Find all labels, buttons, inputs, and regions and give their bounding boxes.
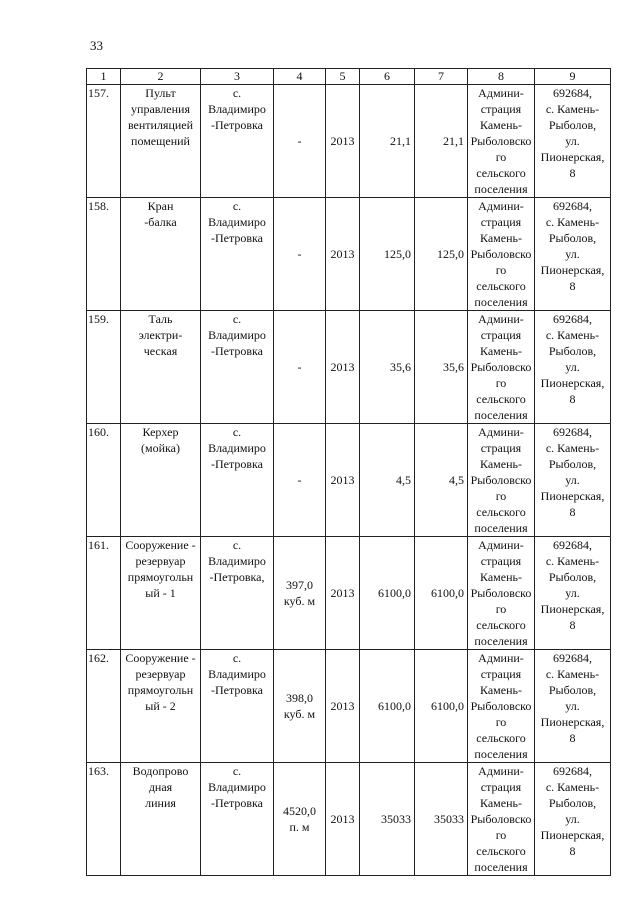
- row-number: 162.: [87, 650, 121, 763]
- property-name: Сооружение - резервуар прямоугольн ый - 1: [121, 537, 201, 650]
- property-size: -: [274, 198, 326, 311]
- owner-name: Админи- страция Камень- Рыболовско го сельского поселения: [468, 311, 535, 424]
- row-number: 161.: [87, 537, 121, 650]
- table-row: [87, 85, 611, 198]
- property-size: 4520,0 п. м: [274, 763, 326, 876]
- residual-value: 4,5: [415, 424, 468, 537]
- acquisition-year: 2013: [326, 537, 360, 650]
- property-registry-table: [86, 68, 611, 876]
- book-value: 35,6: [360, 311, 415, 424]
- owner-name: Админи- страция Камень- Рыболовско го сельского поселения: [468, 537, 535, 650]
- owner-name: Админи- страция Камень- Рыболовско го сельского поселения: [468, 85, 535, 198]
- owner-name: Админи- страция Камень- Рыболовско го сельского поселения: [468, 424, 535, 537]
- owner-address: 692684, с. Камень- Рыболов, ул. Пионерская, 8: [535, 763, 611, 876]
- property-size: -: [274, 424, 326, 537]
- column-header: 1: [87, 69, 121, 85]
- owner-name: Админи- страция Камень- Рыболовско го сельского поселения: [468, 650, 535, 763]
- property-size: 397,0 куб. м: [274, 537, 326, 650]
- table-row: [87, 311, 611, 424]
- table-row: [87, 424, 611, 537]
- residual-value: 6100,0: [415, 537, 468, 650]
- row-number: 157.: [87, 85, 121, 198]
- property-name: Сооружение - резервуар прямоугольн ый - 2: [121, 650, 201, 763]
- property-location: с. Владимиро -Петровка: [201, 198, 274, 311]
- property-location: с. Владимиро -Петровка: [201, 650, 274, 763]
- acquisition-year: 2013: [326, 424, 360, 537]
- column-header: 6: [360, 69, 415, 85]
- property-size: -: [274, 311, 326, 424]
- residual-value: 125,0: [415, 198, 468, 311]
- owner-name: Админи- страция Камень- Рыболовско го сельского поселения: [468, 198, 535, 311]
- row-number: 159.: [87, 311, 121, 424]
- book-value: 6100,0: [360, 650, 415, 763]
- property-name: Пульт управления вентиляцией помещений: [121, 85, 201, 198]
- owner-address: 692684, с. Камень- Рыболов, ул. Пионерская, 8: [535, 85, 611, 198]
- column-header: 3: [201, 69, 274, 85]
- owner-address: 692684, с. Камень- Рыболов, ул. Пионерская, 8: [535, 424, 611, 537]
- owner-address: 692684, с. Камень- Рыболов, ул. Пионерская, 8: [535, 198, 611, 311]
- book-value: 6100,0: [360, 537, 415, 650]
- owner-name: Админи- страция Камень- Рыболовско го сельского поселения: [468, 763, 535, 876]
- row-number: 163.: [87, 763, 121, 876]
- owner-address: 692684, с. Камень- Рыболов, ул. Пионерская, 8: [535, 311, 611, 424]
- book-value: 21,1: [360, 85, 415, 198]
- acquisition-year: 2013: [326, 198, 360, 311]
- table-row: [87, 537, 611, 650]
- acquisition-year: 2013: [326, 311, 360, 424]
- property-location: с. Владимиро -Петровка: [201, 311, 274, 424]
- property-size: 398,0 куб. м: [274, 650, 326, 763]
- page-number: 33: [90, 38, 103, 53]
- owner-address: 692684, с. Камень- Рыболов, ул. Пионерская, 8: [535, 650, 611, 763]
- table-row: [87, 650, 611, 763]
- acquisition-year: 2013: [326, 85, 360, 198]
- book-value: 35033: [360, 763, 415, 876]
- row-number: 158.: [87, 198, 121, 311]
- acquisition-year: 2013: [326, 763, 360, 876]
- column-header: 5: [326, 69, 360, 85]
- table-row: [87, 198, 611, 311]
- property-name: Кран -балка: [121, 198, 201, 311]
- column-header: 9: [535, 69, 611, 85]
- property-location: с. Владимиро -Петровка: [201, 424, 274, 537]
- residual-value: 21,1: [415, 85, 468, 198]
- column-header: 7: [415, 69, 468, 85]
- property-location: с. Владимиро -Петровка,: [201, 537, 274, 650]
- column-header: 2: [121, 69, 201, 85]
- table-row: [87, 763, 611, 876]
- owner-address: 692684, с. Камень- Рыболов, ул. Пионерская, 8: [535, 537, 611, 650]
- book-value: 125,0: [360, 198, 415, 311]
- row-number: 160.: [87, 424, 121, 537]
- residual-value: 35033: [415, 763, 468, 876]
- property-location: с. Владимиро -Петровка: [201, 85, 274, 198]
- book-value: 4,5: [360, 424, 415, 537]
- property-name: Керхер (мойка): [121, 424, 201, 537]
- property-name: Таль электри- ческая: [121, 311, 201, 424]
- acquisition-year: 2013: [326, 650, 360, 763]
- column-header: 8: [468, 69, 535, 85]
- residual-value: 35,6: [415, 311, 468, 424]
- property-location: с. Владимиро -Петровка: [201, 763, 274, 876]
- residual-value: 6100,0: [415, 650, 468, 763]
- header-row: [87, 69, 611, 85]
- column-header: 4: [274, 69, 326, 85]
- property-name: Водопрово дная линия: [121, 763, 201, 876]
- property-size: -: [274, 85, 326, 198]
